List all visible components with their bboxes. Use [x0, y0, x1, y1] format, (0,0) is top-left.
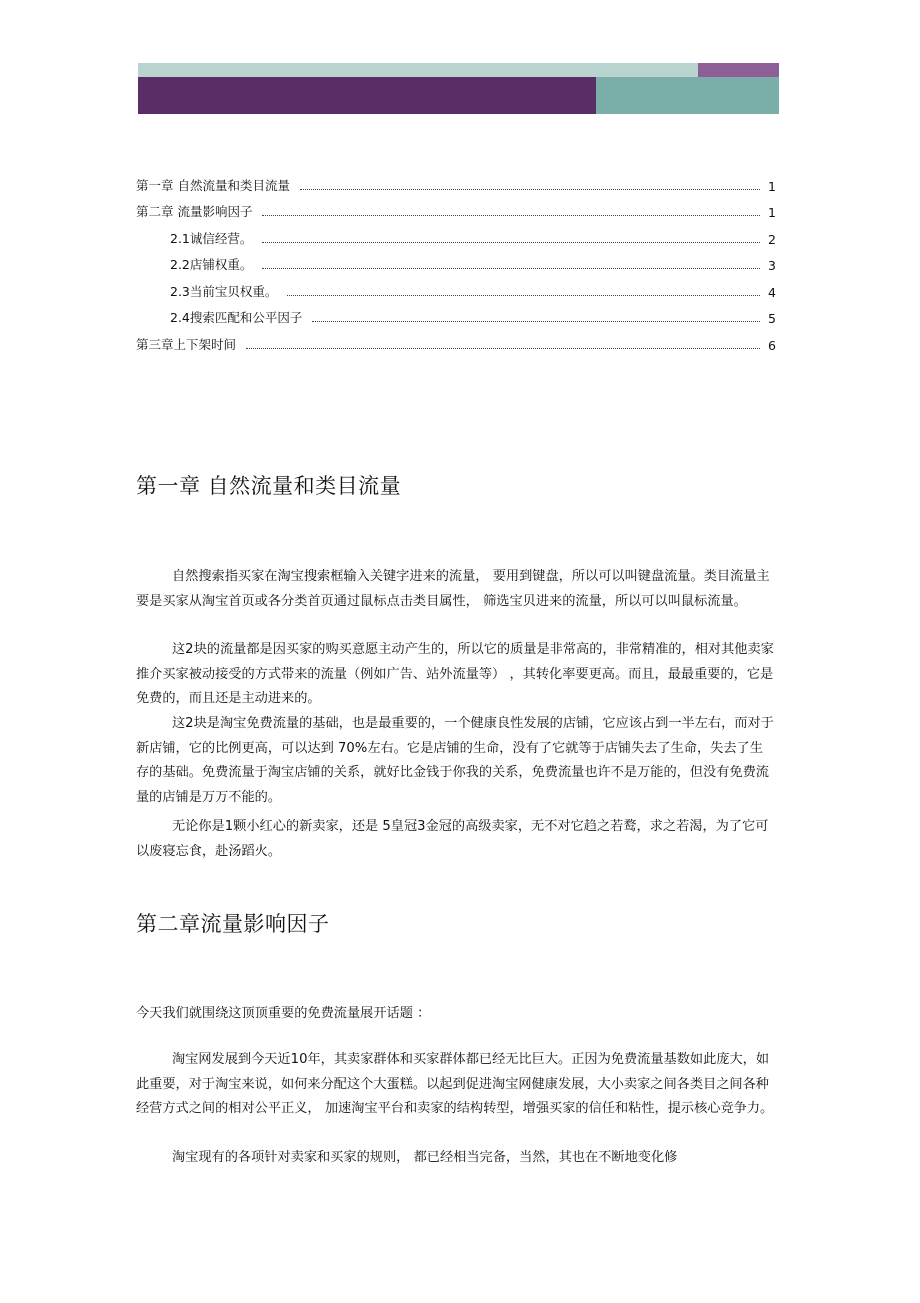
toc-leader-dots: [300, 189, 760, 190]
toc-entry-label: 2.3当前宝贝权重。: [170, 283, 278, 299]
banner-block-accent: [596, 77, 779, 114]
toc-entry-label: 第一章 自然流量和类目流量: [136, 177, 290, 193]
toc-entry[interactable]: [136, 273, 776, 300]
chapter1-paragraph-4: 无论你是1颗小红心的新卖家，还是 5皇冠3金冠的高级卖家，无不对它趋之若鹜，求之若渴，为了它可以废寝忘食，赴汤蹈火。: [136, 819, 769, 859]
toc-entry-label: 第三章上下架时间: [136, 336, 237, 352]
toc-leader-dots: [262, 215, 760, 216]
chapter1-paragraph-3: 这2块是淘宝免费流量的基础，也是最重要的，一个健康良性发展的店铺，它应该占到一半左右，而对于新店铺，它的比例更高，可以达到 70%左右。它是店铺的生命，没有了它就等于店铺失去了生命，失去了生存的基础。免费流量于淘宝店铺的关系，就好比金钱于你我的关系，免费流量也许不是万能的，但没有免费流量的店铺是万万不能的。: [136, 716, 774, 805]
toc-entry[interactable]: [136, 300, 776, 327]
toc-entry-page: 3: [768, 258, 776, 273]
toc-entry-page: 5: [768, 311, 776, 326]
toc-entry-label: 2.4搜索匹配和公平因子: [170, 310, 303, 325]
toc-entry-page: 1: [768, 178, 776, 194]
toc-leader-dots: [287, 295, 760, 296]
toc-leader-dots: [262, 242, 760, 243]
chapter2-paragraph-1: 淘宝网发展到今天近10年，其卖家群体和买家群体都已经无比巨大。正因为免费流量基数如此庞大，如此重要，对于淘宝来说，如何来分配这个大蛋糕。以起到促进淘宝网健康发展，大小卖家之间各类目之间各种经营方式之间的相对公平正义， 加速淘宝平台和卖家的结构转型，增强买家的信任和粘性，提示核心竞争力。: [136, 1052, 774, 1116]
toc-entry-page: 4: [768, 284, 776, 300]
banner-stripe-top: [138, 63, 698, 77]
toc-entry[interactable]: [136, 167, 776, 194]
toc-entry-page: 1: [768, 205, 776, 220]
chapter1-paragraph-1: 自然搜索指买家在淘宝搜索框输入关键字进来的流量， 要用到键盘，所以可以叫键盘流量。类目流量主要是买家从淘宝首页或各分类首页通过鼠标点击类目属性， 筛选宝贝进来的流量，所以可以叫鼠标流量。: [136, 569, 770, 609]
chapter1-paragraph-2: 这2块的流量都是因买家的购买意愿主动产生的，所以它的质量是非常高的，非常精准的，相对其他卖家推介买家被动接受的方式带来的流量（例如广告、站外流量等） ，其转化率要更高。而且，最最重要的，它是免费的，而且还是主动进来的。: [136, 642, 774, 706]
banner-block-main: [138, 77, 596, 114]
toc-entry[interactable]: [136, 326, 776, 353]
toc-entry-page: 6: [768, 337, 776, 353]
banner-stripe-top-accent: [698, 63, 779, 77]
toc-entry-label: 2.2店铺权重。: [170, 257, 253, 272]
toc-leader-dots: [246, 348, 760, 349]
toc-leader-dots: [262, 268, 760, 269]
chapter2-paragraph-2: 淘宝现有的各项针对卖家和买家的规则， 都已经相当完备，当然，其也在不断地变化修: [172, 1150, 678, 1165]
chapter1-heading: 第一章 自然流量和类目流量: [136, 474, 402, 498]
header-banner: [138, 63, 779, 114]
toc-entry[interactable]: [136, 220, 776, 247]
chapter2-intro: 今天我们就围绕这顶顶重要的免费流量展开话题 ：: [136, 1006, 431, 1021]
toc-entry[interactable]: [136, 194, 776, 221]
toc-entry-page: 2: [768, 231, 776, 247]
toc-entry[interactable]: [136, 247, 776, 274]
toc-entry-label: 2.1诚信经营。: [170, 230, 253, 246]
toc-leader-dots: [312, 321, 760, 322]
chapter2-heading: 第二章流量影响因子: [136, 912, 330, 936]
toc-entry-label: 第二章 流量影响因子: [136, 204, 253, 219]
table-of-contents: [136, 167, 776, 353]
